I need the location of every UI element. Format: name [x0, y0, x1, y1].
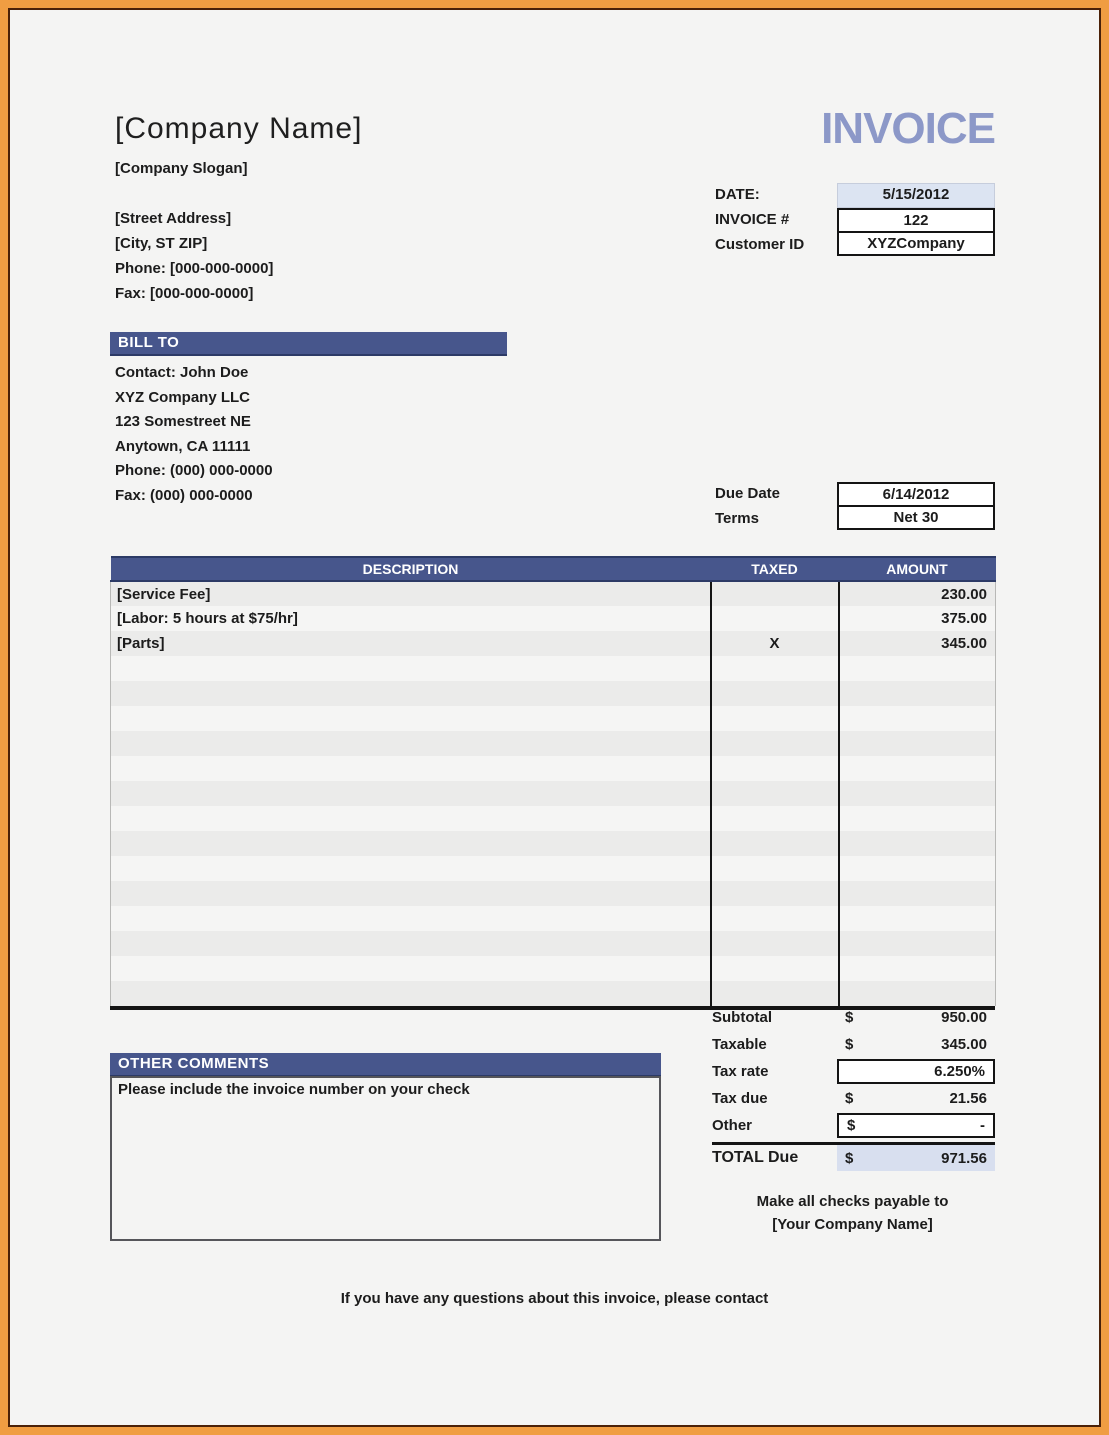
due-date-field[interactable]: 6/14/2012 [837, 482, 995, 507]
empty-cell[interactable] [111, 981, 711, 1006]
subtotal-label: Subtotal [712, 1009, 772, 1026]
tax-due-label: Tax due [712, 1090, 768, 1107]
table-row-empty[interactable] [111, 981, 996, 1006]
empty-cell[interactable] [711, 731, 839, 756]
invoice-title: INVOICE [821, 104, 995, 153]
bill-to-city: Anytown, CA 11111 [115, 437, 251, 455]
bill-to-phone: Phone: (000) 000-0000 [115, 462, 273, 479]
currency-symbol: $ [847, 1117, 856, 1134]
other-comments-header: OTHER COMMENTS [110, 1053, 661, 1077]
empty-cell[interactable] [711, 906, 839, 931]
other-row [712, 1112, 995, 1139]
table-row-empty[interactable] [111, 931, 996, 956]
terms-field[interactable]: Net 30 [837, 505, 995, 530]
items-table [110, 556, 995, 1010]
empty-cell[interactable] [111, 806, 711, 831]
taxable-row [712, 1031, 995, 1058]
total-due-row [712, 1142, 995, 1171]
column-header-taxed: TAXED [711, 557, 839, 581]
tax-rate-label: Tax rate [712, 1063, 769, 1080]
item-description[interactable]: [Service Fee] [111, 581, 711, 606]
table-row-empty[interactable] [111, 731, 996, 756]
totals-section [712, 1004, 995, 1171]
bill-to-header: BILL TO [110, 332, 507, 356]
empty-cell[interactable] [839, 831, 996, 856]
empty-cell[interactable] [111, 756, 711, 781]
empty-cell[interactable] [839, 781, 996, 806]
company-phone: Phone: [000-000-0000] [115, 260, 274, 277]
company-fax: Fax: [000-000-0000] [115, 285, 254, 302]
date-field[interactable]: 5/15/2012 [837, 183, 995, 208]
empty-cell[interactable] [111, 781, 711, 806]
item-description[interactable]: [Labor: 5 hours at $75/hr] [111, 606, 711, 631]
table-row-empty[interactable] [111, 806, 996, 831]
customer-id-label: Customer ID [715, 236, 805, 253]
item-taxed[interactable] [711, 581, 839, 606]
table-row-empty[interactable] [111, 956, 996, 981]
empty-cell[interactable] [839, 681, 996, 706]
empty-cell[interactable] [111, 931, 711, 956]
taxable-label: Taxable [712, 1036, 767, 1053]
empty-cell[interactable] [839, 731, 996, 756]
items-body [111, 581, 996, 1006]
empty-cell[interactable] [839, 706, 996, 731]
empty-cell[interactable] [711, 931, 839, 956]
item-taxed[interactable] [711, 606, 839, 631]
empty-cell[interactable] [111, 906, 711, 931]
invoice-page [8, 8, 1101, 1427]
checks-payable-line2: [Your Company Name] [772, 1216, 933, 1233]
total-due-label: TOTAL Due [712, 1149, 799, 1166]
taxable-amount: 345.00 [941, 1036, 987, 1053]
empty-cell[interactable] [711, 681, 839, 706]
subtotal-value [837, 1005, 995, 1030]
empty-cell[interactable] [839, 756, 996, 781]
invoice-number-label: INVOICE # [715, 211, 790, 228]
subtotal-row [712, 1004, 995, 1031]
due-date-label: Due Date [715, 485, 781, 502]
empty-cell[interactable] [111, 956, 711, 981]
taxable-value [837, 1032, 995, 1057]
table-row-empty[interactable] [111, 831, 996, 856]
empty-cell[interactable] [839, 856, 996, 881]
table-row-empty[interactable] [111, 756, 996, 781]
checks-payable-line1: Make all checks payable to [756, 1193, 949, 1210]
empty-cell[interactable] [111, 831, 711, 856]
empty-cell[interactable] [839, 881, 996, 906]
table-row-empty[interactable] [111, 856, 996, 881]
date-label: DATE: [715, 186, 760, 203]
total-due-value [837, 1145, 995, 1171]
empty-cell[interactable] [111, 681, 711, 706]
currency-symbol: $ [845, 1036, 854, 1053]
company-street: [Street Address] [115, 210, 232, 227]
other-label: Other [712, 1117, 753, 1134]
empty-cell[interactable] [711, 806, 839, 831]
empty-cell[interactable] [711, 881, 839, 906]
empty-cell[interactable] [111, 856, 711, 881]
table-row[interactable] [111, 606, 996, 631]
table-row-empty[interactable] [111, 906, 996, 931]
item-amount[interactable]: 345.00 [839, 631, 996, 656]
empty-cell[interactable] [839, 931, 996, 956]
empty-cell[interactable] [111, 656, 711, 681]
other-field[interactable] [837, 1113, 995, 1138]
empty-cell[interactable] [711, 856, 839, 881]
invoice-number-field[interactable]: 122 [837, 208, 995, 233]
other-amount: - [980, 1117, 985, 1134]
empty-cell[interactable] [711, 956, 839, 981]
empty-cell[interactable] [111, 706, 711, 731]
table-row[interactable] [111, 581, 996, 606]
tax-rate-row [712, 1058, 995, 1085]
empty-cell[interactable] [839, 806, 996, 831]
checks-payable-note [710, 1190, 995, 1236]
footer-contact-note: If you have any questions about this invoice, please contact [340, 1290, 769, 1307]
empty-cell[interactable] [711, 656, 839, 681]
table-row[interactable] [111, 631, 996, 656]
currency-symbol: $ [845, 1009, 854, 1026]
bill-to-contact: Contact: John Doe [115, 364, 249, 381]
company-address-block [115, 206, 273, 306]
tax-due-amount: 21.56 [949, 1090, 987, 1107]
bill-to-street: 123 Somestreet NE [115, 413, 251, 430]
other-comments-field[interactable]: Please include the invoice number on your check [110, 1076, 661, 1241]
bill-to-fax: Fax: (000) 000-0000 [115, 486, 253, 504]
tax-due-row [712, 1085, 995, 1112]
empty-cell[interactable] [839, 906, 996, 931]
currency-symbol: $ [845, 1090, 854, 1107]
table-row-empty[interactable] [111, 881, 996, 906]
table-row-empty[interactable] [111, 656, 996, 681]
empty-cell[interactable] [111, 731, 711, 756]
bill-to-company: XYZ Company LLC [115, 388, 251, 406]
customer-id-field[interactable]: XYZCompany [837, 231, 995, 256]
empty-cell[interactable] [839, 656, 996, 681]
company-name: [Company Name] [115, 112, 363, 145]
item-description[interactable]: [Parts] [111, 631, 711, 656]
item-taxed[interactable]: X [711, 631, 839, 656]
currency-symbol: $ [845, 1149, 854, 1167]
tax-rate-field[interactable] [837, 1059, 995, 1084]
company-slogan: [Company Slogan] [115, 160, 248, 177]
bill-to-block [115, 361, 273, 508]
table-row-empty[interactable] [111, 681, 996, 706]
item-amount[interactable]: 230.00 [839, 581, 996, 606]
company-city: [City, ST ZIP] [115, 235, 208, 252]
empty-cell[interactable] [839, 956, 996, 981]
empty-cell[interactable] [711, 781, 839, 806]
column-header-description: DESCRIPTION [111, 557, 711, 581]
table-row-empty[interactable] [111, 781, 996, 806]
total-due-amount: 971.56 [941, 1149, 987, 1167]
empty-cell[interactable] [711, 981, 839, 1006]
table-row-empty[interactable] [111, 706, 996, 731]
tax-rate-amount: 6.250% [934, 1063, 985, 1080]
terms-label: Terms [715, 510, 759, 527]
item-amount[interactable]: 375.00 [839, 606, 996, 631]
items-header-row [111, 557, 996, 581]
empty-cell[interactable] [111, 881, 711, 906]
subtotal-amount: 950.00 [941, 1009, 987, 1026]
empty-cell[interactable] [711, 756, 839, 781]
empty-cell[interactable] [711, 831, 839, 856]
column-header-amount: AMOUNT [839, 557, 996, 581]
tax-due-value [837, 1086, 995, 1111]
empty-cell[interactable] [711, 706, 839, 731]
empty-cell[interactable] [839, 981, 996, 1006]
